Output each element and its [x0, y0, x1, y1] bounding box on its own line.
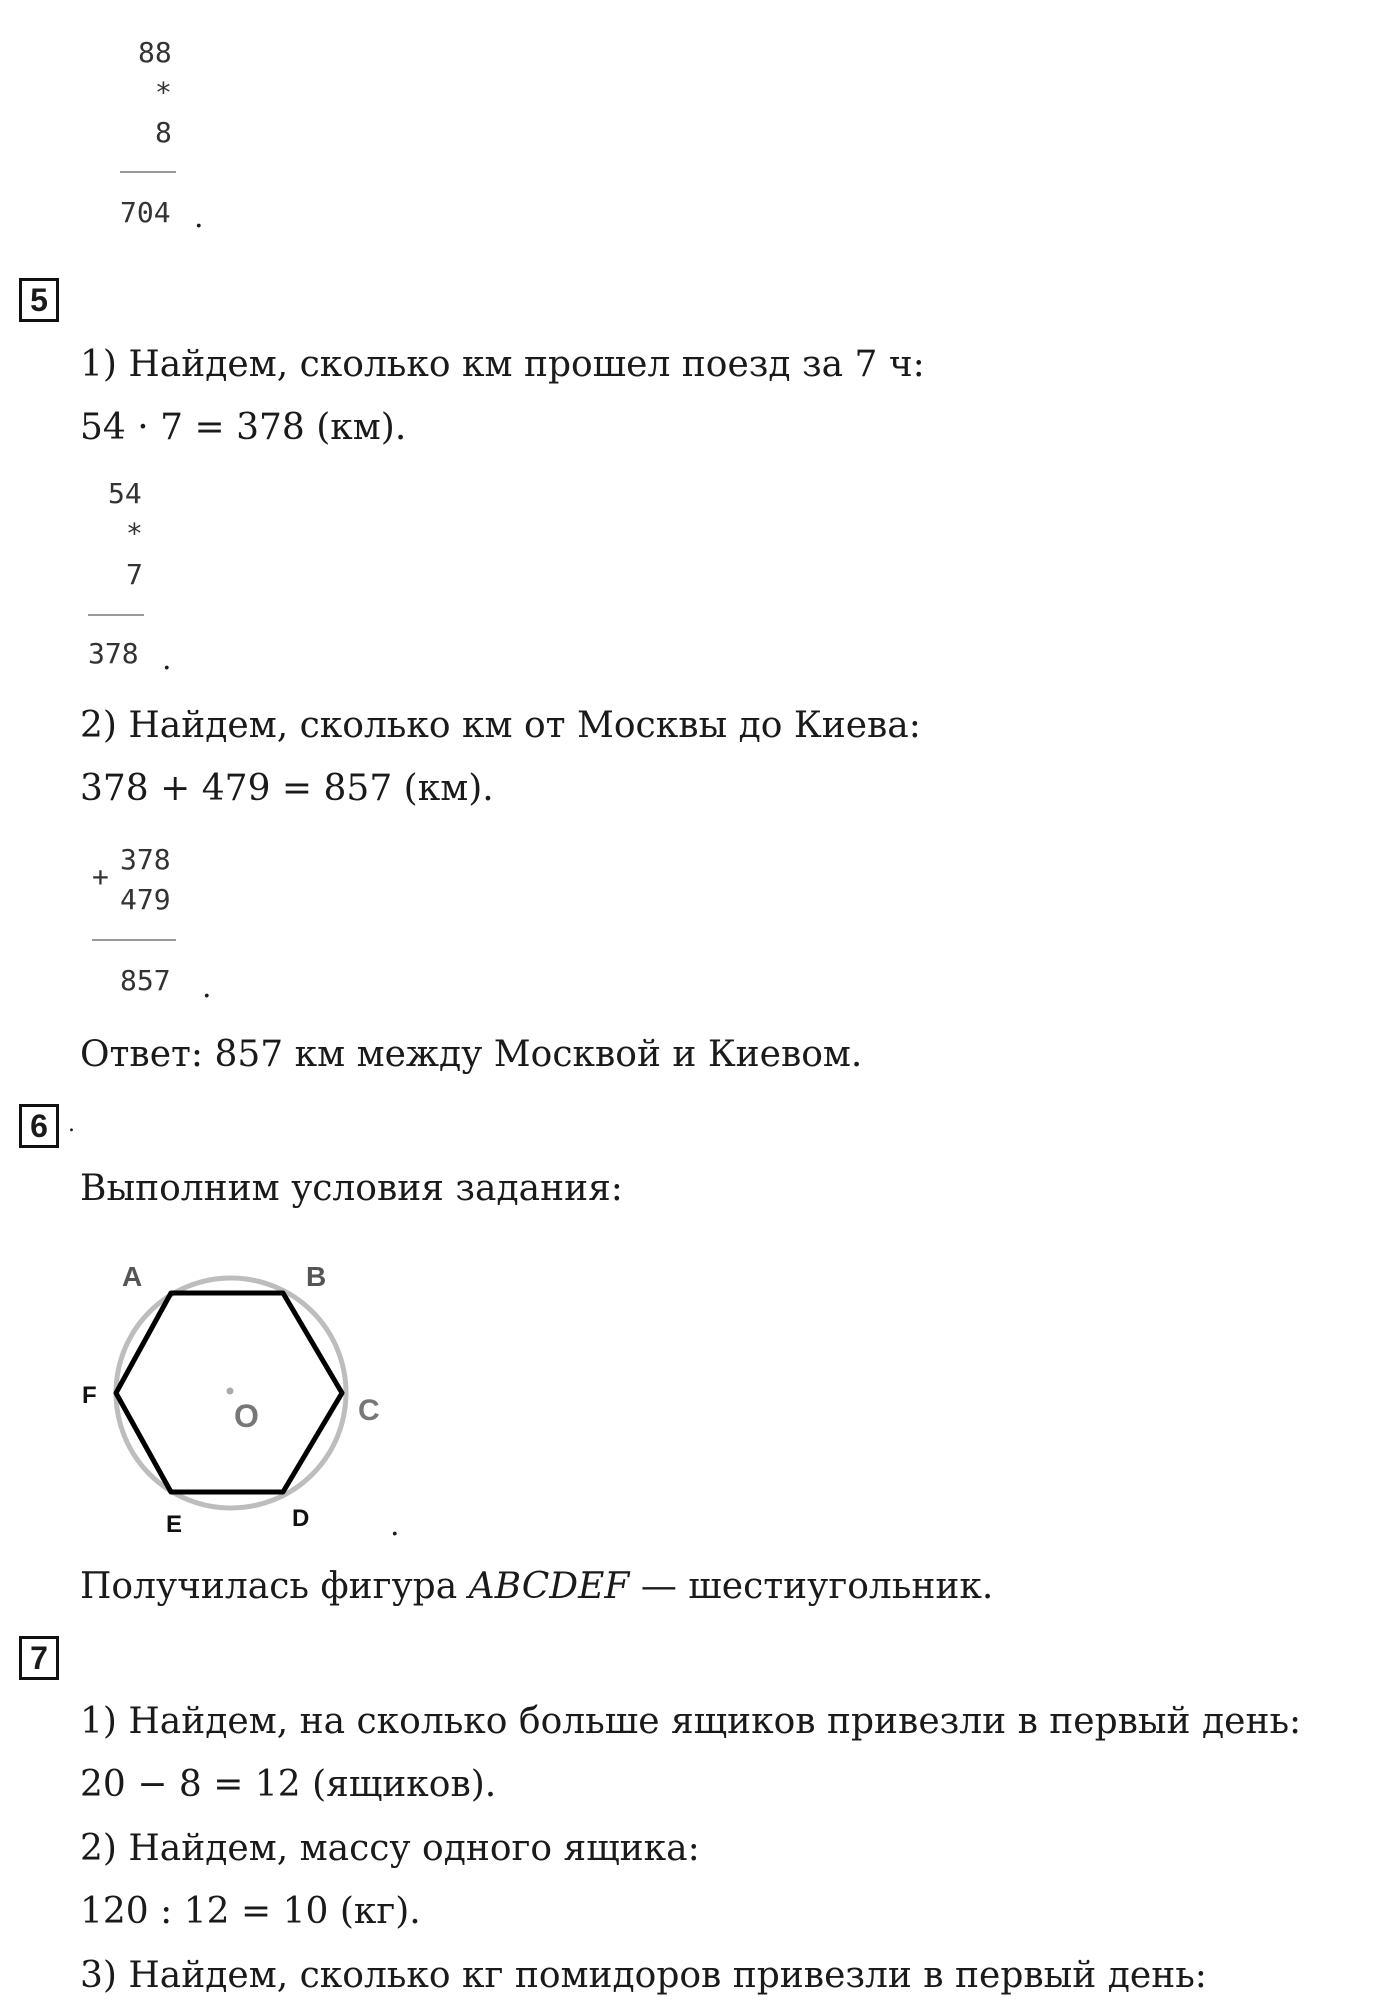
task-number-7: 7 — [19, 1636, 59, 1680]
result-suffix: — шестиугольник. — [629, 1566, 994, 1607]
task7-step3: 3) Найдем, сколько кг помидоров привезли в первый день: — [80, 1955, 1207, 1996]
operand-b: 8 — [155, 116, 172, 149]
label-d: D — [292, 1505, 310, 1532]
operand-b: 479 — [120, 883, 171, 916]
task-number-5: 5 — [19, 278, 59, 322]
figure-name: ABCDEF — [468, 1566, 630, 1607]
task5-eq1: 54 · 7 = 378 (км). — [80, 407, 407, 448]
end-dot: . — [194, 200, 204, 235]
end-dot: . — [202, 970, 212, 1005]
calc-rule — [88, 614, 144, 616]
label-o: O — [234, 1398, 259, 1434]
result: 857 — [120, 964, 171, 997]
task6-result — [80, 1565, 993, 1609]
operand-a: 88 — [138, 36, 172, 69]
label-f: F — [82, 1382, 97, 1409]
task5-step1: 1) Найдем, сколько км прошел поезд за 7 ч: — [80, 344, 925, 385]
result: 704 — [120, 196, 171, 229]
task7-eq2: 120 : 12 = 10 (кг). — [80, 1891, 421, 1932]
task7-step2: 2) Найдем, массу одного ящика: — [80, 1828, 700, 1869]
task6-intro: Выполним условия задания: — [80, 1168, 623, 1209]
task5-answer: Ответ: 857 км между Москвой и Киевом. — [80, 1034, 863, 1075]
figure-end-dot: . — [390, 1508, 400, 1543]
label-a: A — [122, 1261, 143, 1292]
label-e: E — [166, 1511, 183, 1538]
task6-number-dot: . — [68, 1112, 75, 1137]
operator: + — [92, 860, 109, 893]
operand-b: 7 — [126, 558, 143, 591]
result-prefix: Получилась фигура — [80, 1566, 469, 1607]
hexagon-figure — [70, 1240, 410, 1540]
task5-step2: 2) Найдем, сколько км от Москвы до Киева: — [80, 705, 921, 746]
operator: * — [126, 517, 143, 550]
task5-eq2: 378 + 479 = 857 (км). — [80, 768, 494, 809]
result: 378 — [88, 637, 139, 670]
task7-eq1: 20 − 8 = 12 (ящиков). — [80, 1764, 497, 1805]
calc-rule — [120, 171, 176, 173]
end-dot: . — [162, 642, 172, 677]
operator: * — [155, 76, 172, 109]
center-point — [227, 1388, 234, 1395]
task7-step1: 1) Найдем, на сколько больше ящиков привезли в первый день: — [80, 1701, 1302, 1742]
label-b: B — [306, 1261, 327, 1292]
operand-a: 54 — [108, 477, 142, 510]
calc-rule — [92, 939, 176, 941]
label-c: C — [358, 1394, 380, 1427]
operand-a: 378 — [120, 843, 171, 876]
task-number-6: 6 — [19, 1104, 59, 1148]
